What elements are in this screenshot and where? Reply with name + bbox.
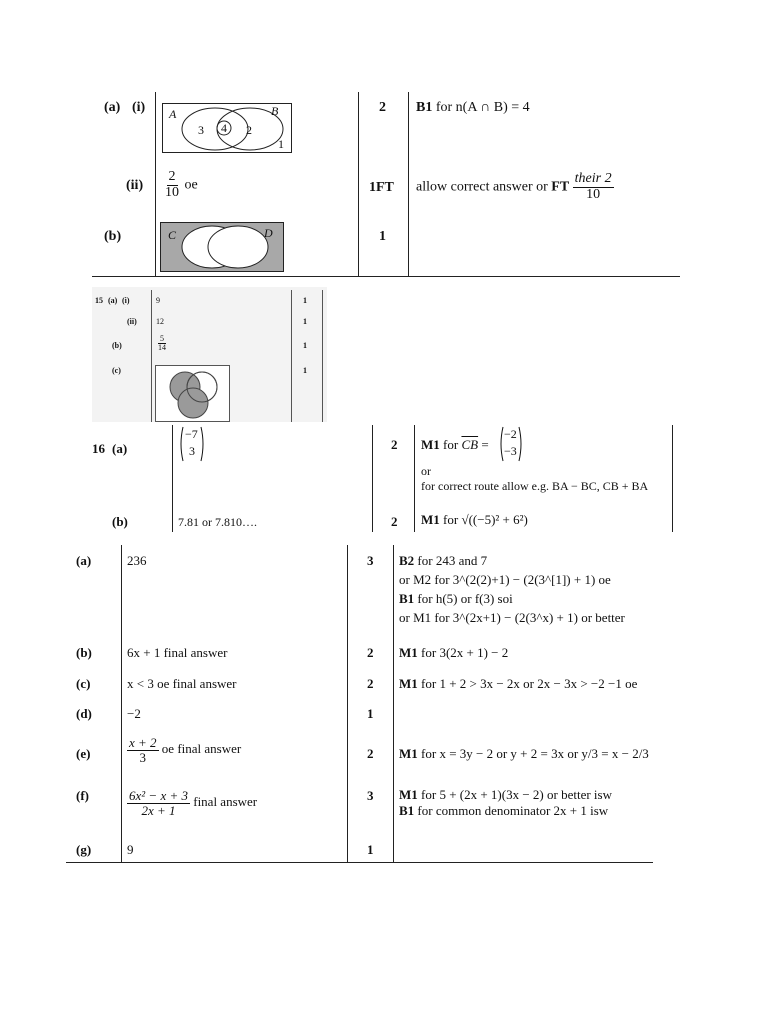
guidance <box>399 553 487 569</box>
fraction-denominator: 10 <box>165 184 179 200</box>
mark: 1 <box>303 317 307 326</box>
part-label: (f) <box>76 788 89 803</box>
mark: 1 <box>367 706 374 721</box>
guidance-text: for x = 3y − 2 or y + 2 = 3x or y/3 = x − 2/3 <box>421 746 649 761</box>
venn-region-a-only: 3 <box>198 123 204 137</box>
subpart-label: (ii) <box>126 178 144 193</box>
guidance-text: or M2 for 3^(2(2)+1) − (2(3^[1]) + 1) oe <box>399 572 611 587</box>
column-divider <box>372 425 373 532</box>
guidance <box>421 512 528 528</box>
venn-diagram-three-sets <box>155 365 230 422</box>
guidance <box>416 100 530 116</box>
part-label: (b) <box>76 645 92 660</box>
column-divider <box>393 545 394 863</box>
venn-region-outside: 1 <box>278 137 284 151</box>
set-a-label: A <box>169 107 177 121</box>
fraction-denominator: 10 <box>586 186 601 202</box>
column-divider <box>358 92 359 276</box>
mark-code: M1 <box>399 787 418 802</box>
answer <box>127 736 241 764</box>
vector-bottom: 3 <box>189 444 195 458</box>
answer: 9 <box>127 842 134 857</box>
fraction-numerator: 5 <box>160 334 164 343</box>
fraction-numerator: x + 2 <box>129 735 157 750</box>
answer: x < 3 oe final answer <box>127 676 237 691</box>
part-label: (a) <box>108 296 118 305</box>
question-number: 16 <box>92 441 105 456</box>
vector-bottom: −3 <box>504 444 517 458</box>
mark: 3 <box>367 788 374 803</box>
part-label: (a) <box>104 100 121 115</box>
guidance <box>399 645 508 661</box>
part-label: (e) <box>76 746 91 761</box>
guidance <box>416 172 614 202</box>
answer: 236 <box>127 553 147 568</box>
mark: 1 <box>303 366 307 375</box>
mark: 1 <box>367 842 374 857</box>
part-label: (a) <box>112 441 128 456</box>
equals: = <box>481 437 489 452</box>
column-divider <box>408 92 409 276</box>
column-divider <box>322 290 323 422</box>
guidance <box>399 676 637 692</box>
column-divider <box>672 425 673 532</box>
mark-code: B1 <box>399 591 415 606</box>
mark: 2 <box>391 514 398 529</box>
part-label: (b) <box>104 229 122 244</box>
part-label: (c) <box>76 676 91 691</box>
guidance-text: for 243 and 7 <box>417 553 488 568</box>
mark: 1 <box>379 229 386 244</box>
mark: 2 <box>391 437 398 452</box>
mark-code: M1 <box>421 437 440 452</box>
part-label: (b) <box>112 341 122 350</box>
part-label: (b) <box>112 514 128 529</box>
fraction-numerator: 6x² − x + 3 <box>129 788 188 803</box>
mark-code: B2 <box>399 553 415 568</box>
fraction-numerator: their 2 <box>574 171 612 186</box>
guidance-text: allow correct answer or <box>416 179 548 195</box>
guidance-text: for common denominator 2x + 1 isw <box>417 803 609 818</box>
answer <box>163 170 198 200</box>
mark: 2 <box>367 645 374 660</box>
guidance-text: for √((−5)² + 6²) <box>443 512 528 527</box>
subpart-label: (i) <box>132 100 146 115</box>
subpart-label: (ii) <box>127 317 137 326</box>
answer-suffix: oe final answer <box>161 741 242 757</box>
vector-top: −7 <box>185 427 198 441</box>
guidance-text: or M1 for 3^(2x+1) − (2(3^x) + 1) or better <box>399 610 625 625</box>
mark-code: B1 <box>416 100 433 115</box>
row-divider <box>92 276 680 277</box>
answer <box>127 789 257 817</box>
part-label: (a) <box>76 553 92 568</box>
guidance-text: for n(A ∩ B) = 4 <box>435 100 530 115</box>
mark-code: M1 <box>399 746 418 761</box>
guidance-text: for correct route allow e.g. BA − BC, CB + BA <box>421 479 649 493</box>
guidance <box>399 787 612 803</box>
answer: 7.81 or 7.810…. <box>178 515 257 529</box>
answer: 12 <box>156 317 164 326</box>
fraction-denominator: 2x + 1 <box>141 802 176 818</box>
column-divider <box>121 545 122 863</box>
fraction-denominator: 3 <box>139 749 147 765</box>
venn-region-b-only: 2 <box>246 123 252 137</box>
answer: 6x + 1 final answer <box>127 645 228 660</box>
answer <box>156 335 168 353</box>
mark-code: M1 <box>399 676 418 691</box>
set-d-label: D <box>264 226 273 240</box>
guidance <box>399 746 649 762</box>
mark: 2 <box>367 676 374 691</box>
part-label: (d) <box>76 706 92 721</box>
fraction-numerator: 2 <box>168 169 176 184</box>
column-divider <box>151 290 152 422</box>
vector-cb: $\overline{CB}$ <box>461 437 479 452</box>
guidance-text: for 3(2x + 1) − 2 <box>421 645 509 660</box>
mark: 1 <box>303 296 307 305</box>
column-divider <box>347 545 348 863</box>
answer: −2 <box>127 706 141 721</box>
mark: 1 <box>303 341 307 350</box>
column-vector <box>178 426 206 462</box>
mark-code: FT <box>551 179 570 195</box>
mark-code: M1 <box>399 645 418 660</box>
oe-label: oe <box>184 177 198 193</box>
row-divider <box>66 862 653 863</box>
column-vector <box>498 426 524 462</box>
guidance <box>399 803 608 819</box>
set-b-label: B <box>271 104 279 118</box>
guidance-text: or <box>421 464 431 478</box>
fraction-denominator: 14 <box>158 343 166 353</box>
mark: 1FT <box>369 180 394 195</box>
guidance <box>421 437 489 453</box>
column-divider <box>155 92 156 276</box>
guidance-text: for <box>443 437 459 452</box>
mark-code: B1 <box>399 803 415 818</box>
column-divider <box>172 425 173 532</box>
mark: 2 <box>367 746 374 761</box>
vector-top: −2 <box>504 427 517 441</box>
mark: 3 <box>367 553 374 568</box>
part-label: (c) <box>112 366 121 375</box>
part-label: (g) <box>76 842 92 857</box>
guidance-text: for 5 + (2x + 1)(3x − 2) or better isw <box>421 787 612 802</box>
guidance-text: for 1 + 2 > 3x − 2x or 2x − 3x > −2 −1 oe <box>421 676 638 691</box>
answer: 9 <box>156 296 160 305</box>
question-number: 15 <box>95 296 103 305</box>
column-divider <box>291 290 292 422</box>
mark-code: M1 <box>421 512 440 527</box>
guidance <box>399 591 513 607</box>
guidance-text: for h(5) or f(3) soi <box>417 591 513 606</box>
venn-region-intersection: 4 <box>221 121 227 135</box>
column-divider <box>414 425 415 532</box>
answer-suffix: final answer <box>193 794 258 810</box>
set-c-label: C <box>168 228 177 242</box>
subpart-label: (i) <box>122 296 130 305</box>
mark: 2 <box>379 100 386 115</box>
